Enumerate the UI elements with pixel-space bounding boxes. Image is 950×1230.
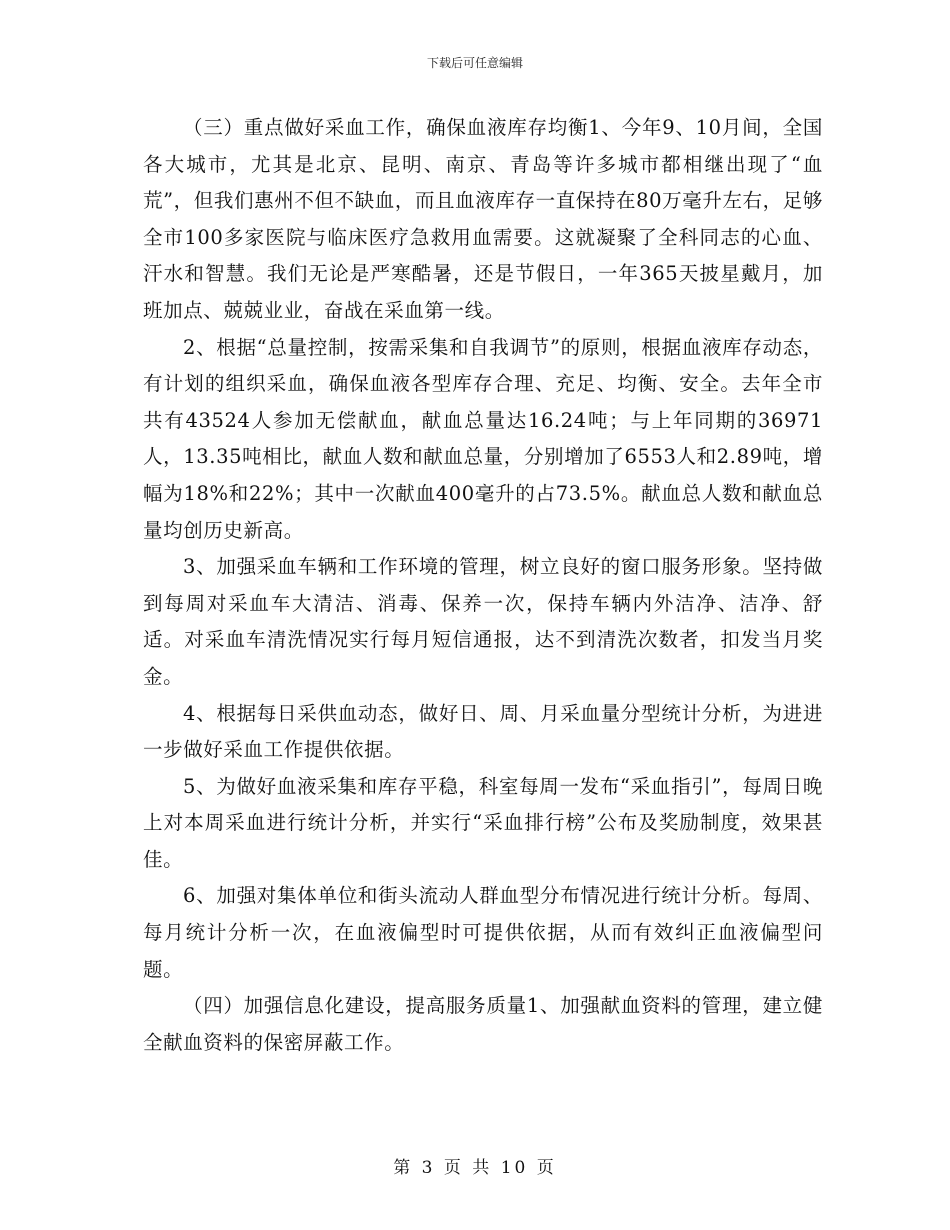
page-header: 下载后可任意编辑 (426, 56, 523, 70)
document-body (143, 110, 823, 1061)
paragraph-blood-type-analysis: 6、加强对集体单位和街头流动人群血型分布情况进行统计分析。每周、每月统计分析一次，在血液偏型时可提供依据，从而有效纠正血液偏型问题。 (143, 884, 823, 981)
paragraph-weekly-guidance: 5、为做好血液采集和库存平稳，科室每周一发布“采血指引”，每周日晚上对本周采血进行统计分析，并实行“采血排行榜”公布及奖励制度，效果甚佳。 (143, 774, 823, 871)
paragraph-daily-statistics: 4、根据每日采供血动态，做好日、周、月采血量分型统计分析，为进进一步做好采血工作提供依据。 (143, 701, 823, 762)
paragraph-blood-collection: （三）重点做好采血工作，确保血液库存均衡1、今年9、10月间，全国各大城市，尤其是北京、昆明、南京、青岛等许多城市都相继出现了“血荒”，但我们惠州不但不缺血，而且血液库存一直保持在80万毫升左右，足够全市100多家医院与临床医疗急救用血需要。这就凝聚了全科同志的心血、汗水和智慧。我们无论是严寒酷暑，还是节假日，一年365天披星戴月，加班加点、兢兢业业，奋战在采血第一线。 (143, 116, 823, 322)
page-number-footer: 第 3 页 共 10 页 (393, 1158, 557, 1178)
paragraph-inventory-control: 2、根据“总量控制，按需采集和自我调节”的原则，根据血液库存动态，有计划的组织采血，确保血液各型库存合理、充足、均衡、安全。去年全市共有43524人参加无偿献血，献血总量达16.24吨；与上年同期的36971人，13.35吨相比，献血人数和献血总量，分别增加了6553人和2.89吨，增幅为18%和22%；其中一次献血400毫升的占73.5%。献血总人数和献血总量均创历史新高。 (143, 335, 823, 542)
paragraph-vehicle-management: 3、加强采血车辆和工作环境的管理，树立良好的窗口服务形象。坚持做到每周对采血车大清洁、消毒、保养一次，保持车辆内外洁净、洁净、舒适。对采血车清洗情况实行每月短信通报，达不到清洗次数者，扣发当月奖金。 (143, 555, 823, 688)
paragraph-information-construction: （四）加强信息化建设，提高服务质量1、加强献血资料的管理，建立健全献血资料的保密屏蔽工作。 (143, 994, 823, 1054)
